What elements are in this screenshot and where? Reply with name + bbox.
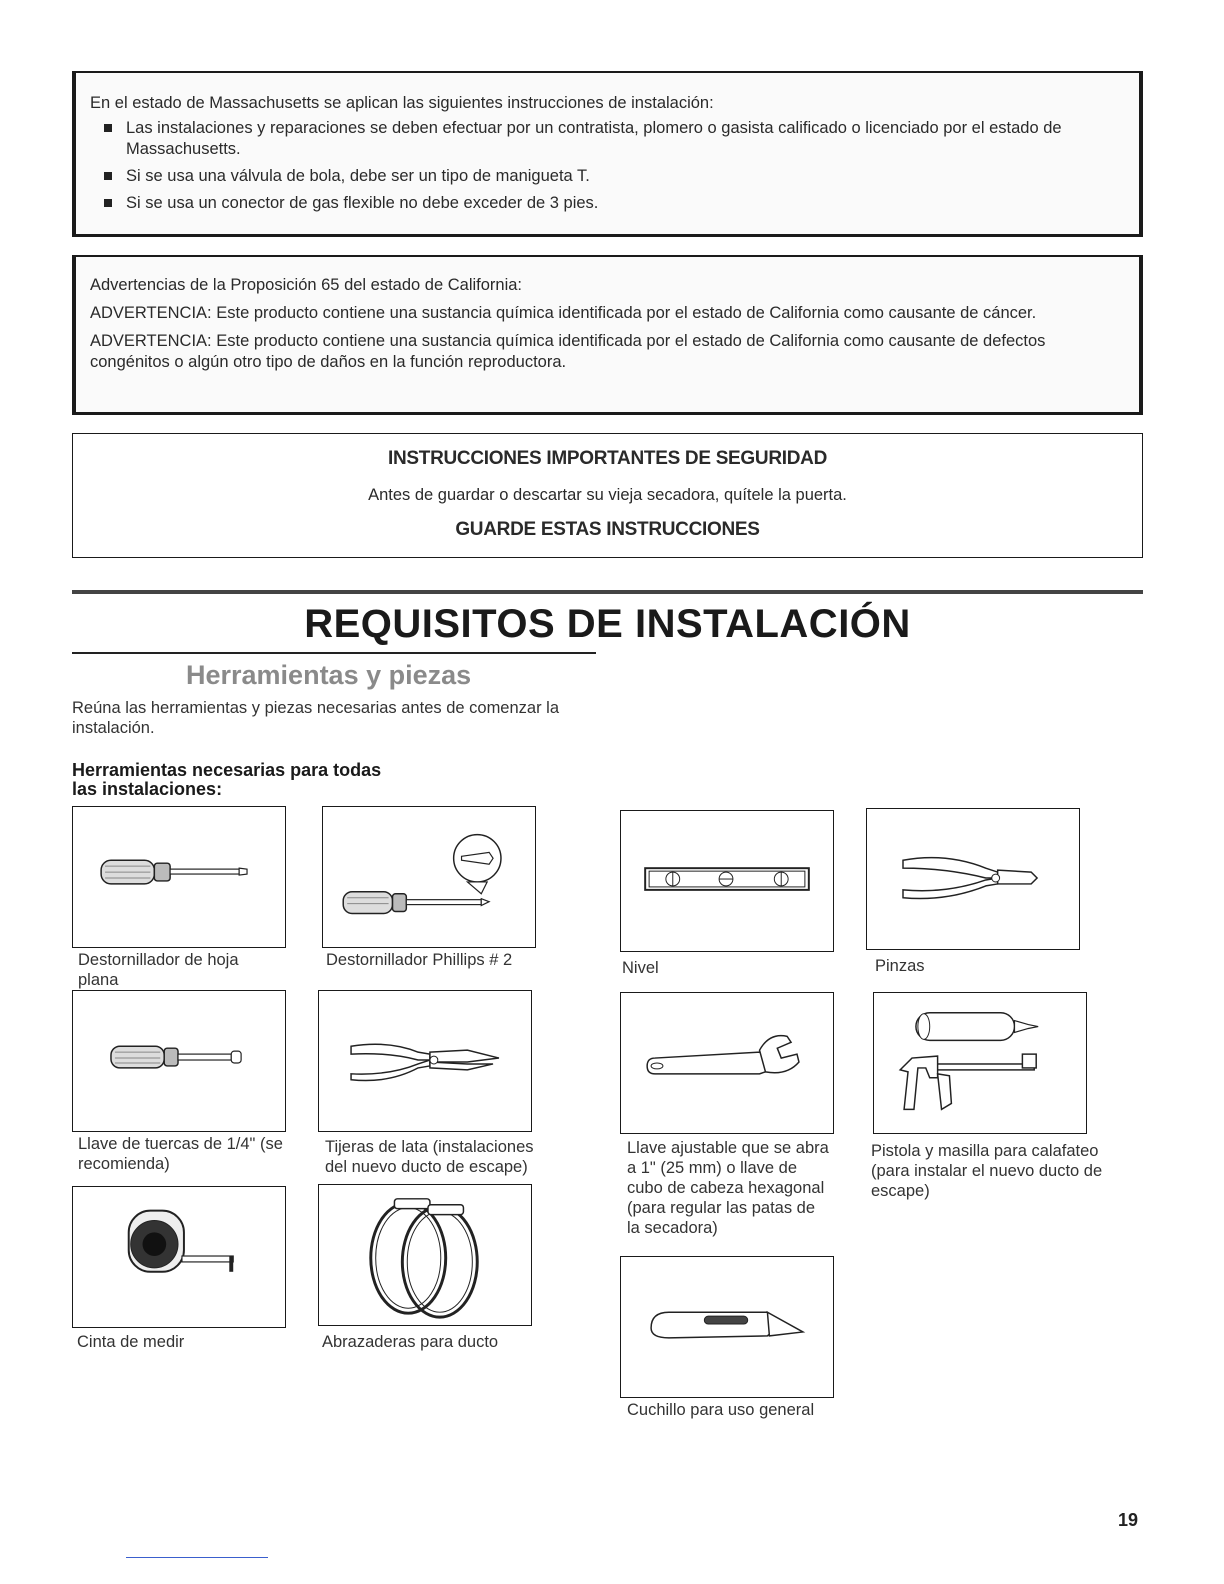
nut-driver-figure: [72, 990, 286, 1132]
flat-screwdriver-figure: [72, 806, 286, 948]
tin-snips-icon: [319, 991, 531, 1131]
adjustable-wrench-icon: [621, 993, 833, 1133]
duct-clamps-caption: Abrazaderas para ducto: [322, 1333, 499, 1351]
california-warning-1: ADVERTENCIA: Este producto contiene una sustancia química identificada por el estado de California como causante de cáncer.: [90, 304, 1037, 322]
footer-link-rule: [126, 1557, 268, 1558]
safety-heading: INSTRUCCIONES IMPORTANTES DE SEGURIDAD: [388, 448, 827, 469]
section-title: REQUISITOS DE INSTALACIÓN: [304, 602, 911, 646]
bullet-square-icon: [104, 172, 112, 180]
adjustable-wrench-figure: [620, 992, 834, 1134]
tools-heading: [72, 761, 381, 799]
level-caption: Nivel: [622, 959, 659, 977]
tin-snips-caption: Tijeras de lata (instalaciones del nuevo ducto de escape): [325, 1138, 534, 1176]
section-top-rule: [72, 590, 1143, 594]
safety-text: Antes de guardar o descartar su vieja secadora, quítele la puerta.: [368, 486, 847, 504]
phillips-screwdriver-icon: [323, 807, 535, 947]
subtitle-rule: [72, 652, 596, 654]
pliers-caption: Pinzas: [875, 957, 925, 975]
california-box: [72, 255, 1143, 415]
list-item: Si se usa una válvula de bola, debe ser un tipo de manigueta T.: [90, 166, 1121, 187]
utility-knife-caption: Cuchillo para uso general: [627, 1401, 815, 1419]
level-figure: [620, 810, 834, 952]
flat-screwdriver-caption: Destornillador de hoja plana: [78, 951, 239, 989]
safety-box: [72, 433, 1143, 558]
phillips-screwdriver-caption: Destornillador Phillips # 2: [326, 951, 513, 969]
nut-driver-caption: Llave de tuercas de 1/4" (se recomienda): [78, 1135, 283, 1173]
bullet-square-icon: [104, 199, 112, 207]
bullet-square-icon: [104, 124, 112, 132]
california-warning-2: ADVERTENCIA: Este producto contiene una sustancia química identificada por el estado de California como causante de defectos congénitos o algún otro tipo de daños en la función reproductora.: [90, 332, 1046, 371]
utility-knife-icon: [621, 1257, 833, 1397]
adjustable-wrench-caption: Llave ajustable que se abra a 1" (25 mm) o llave de cubo de cabeza hexagonal (para regular las patas de la secadora): [627, 1139, 829, 1237]
pliers-icon: [867, 809, 1079, 949]
tools-heading-line-2: las instalaciones:: [72, 779, 223, 799]
tin-snips-figure: [318, 990, 532, 1132]
level-icon: [621, 811, 833, 951]
caulking-gun-icon: [874, 993, 1086, 1133]
pliers-figure: [866, 808, 1080, 950]
phillips-screwdriver-figure: [322, 806, 536, 948]
section-subtitle: Herramientas y piezas: [186, 660, 472, 690]
section-intro: Reúna las herramientas y piezas necesarias antes de comenzar la instalación.: [72, 699, 560, 737]
safety-footer: GUARDE ESTAS INSTRUCCIONES: [455, 519, 760, 540]
california-title: Advertencias de la Proposición 65 del estado de California:: [90, 276, 523, 294]
tape-measure-caption: Cinta de medir: [77, 1333, 185, 1351]
page-number: 19: [1118, 1510, 1139, 1530]
massachusetts-intro: En el estado de Massachusetts se aplican las siguientes instrucciones de instalación:: [90, 94, 714, 112]
caulking-gun-caption: Pistola y masilla para calafateo (para instalar el nuevo ducto de escape): [871, 1142, 1103, 1200]
utility-knife-figure: [620, 1256, 834, 1398]
list-item: Las instalaciones y reparaciones se deben efectuar por un contratista, plomero o gasista calificado o licenciado por el estado de Massachusetts.: [90, 118, 1121, 160]
massachusetts-list: [90, 118, 1121, 214]
nut-driver-icon: [73, 991, 285, 1131]
tape-measure-figure: [72, 1186, 286, 1328]
massachusetts-box: [72, 71, 1143, 237]
tools-heading-line-1: Herramientas necesarias para todas: [72, 760, 382, 780]
tape-measure-icon: [73, 1187, 285, 1327]
caulking-gun-figure: [873, 992, 1087, 1134]
flat-screwdriver-icon: [73, 807, 285, 947]
list-item: Si se usa un conector de gas flexible no debe exceder de 3 pies.: [90, 193, 1121, 214]
duct-clamps-icon: [319, 1185, 531, 1325]
duct-clamps-figure: [318, 1184, 532, 1326]
